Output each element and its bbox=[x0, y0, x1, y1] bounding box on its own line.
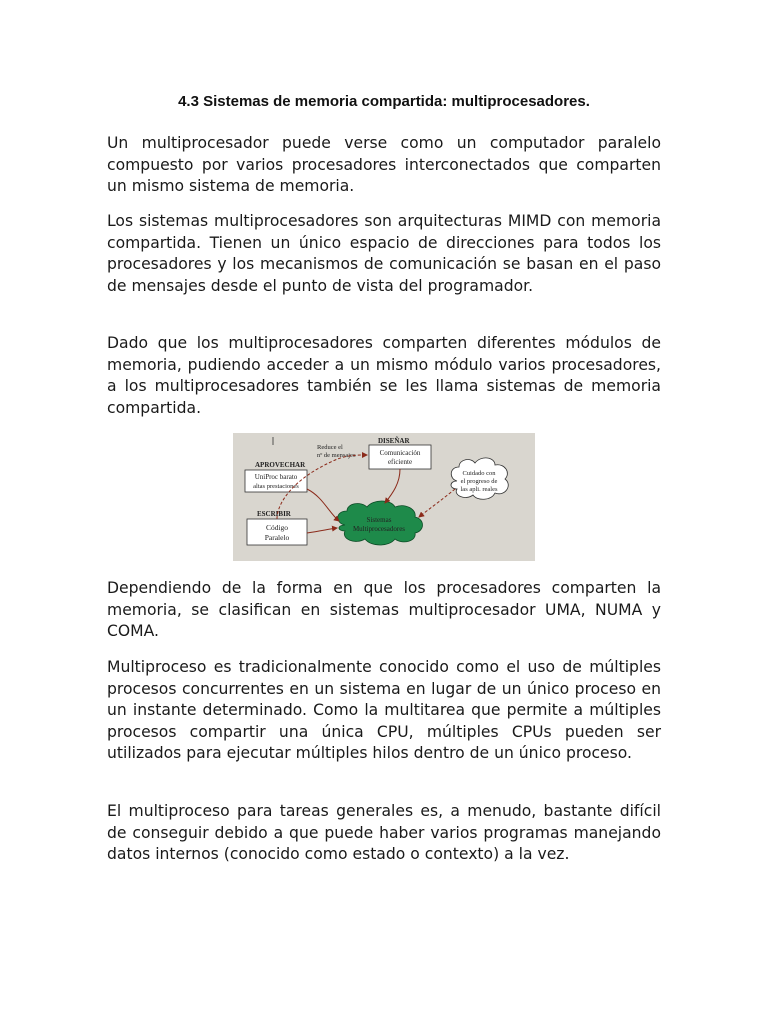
sistemas-text-1: Sistemas bbox=[366, 516, 392, 524]
arrow-cuidado-to-cloud bbox=[419, 489, 455, 517]
codigo-text-1: Código bbox=[265, 523, 289, 532]
sistemas-text-2: Multiprocesadores bbox=[352, 525, 406, 533]
paragraph-4: Dependiendo de la forma en que los procesadores comparten la memoria, se clasifican en sistemas multiprocesador UMA, NUMA y COMA. bbox=[107, 579, 661, 640]
disenar-label: DISEÑAR bbox=[378, 437, 410, 445]
comunicacion-text-1: Comunicación bbox=[379, 449, 421, 457]
escribir-label: ESCRIBIR bbox=[257, 510, 291, 518]
reduce-text-2: nº de mensajes bbox=[317, 452, 356, 459]
paragraph-3: Dado que los multiprocesadores comparten diferentes módulos de memoria, pudiendo acceder a un mismo módulo varios procesadores, a los multiprocesadores también se les llama sistemas de memoria compartida. bbox=[107, 334, 661, 417]
cuidado-text-3: las apli. reales bbox=[460, 486, 498, 493]
aprovechar-label: APROVECHAR bbox=[255, 461, 306, 469]
uniproc-text-2: altas prestaciones bbox=[253, 483, 299, 490]
reduce-text-1: Reduce el bbox=[317, 444, 343, 451]
paragraph-6: El multiproceso para tareas generales es, a menudo, bastante difícil de conseguir debido a que puede haber varios programas manejando datos internos (conocido como estado o contexto) a la vez. bbox=[107, 802, 661, 863]
paragraph-2: Los sistemas multiprocesadores son arquitecturas MIMD con memoria compartida. Tienen un único espacio de direcciones para todos los procesadores y los mecanismos de comunicación se basan en el paso de mensajes desde el punto de vista del programador. bbox=[107, 212, 661, 295]
cuidado-text-1: Cuidado con bbox=[462, 470, 496, 477]
multiprocessor-diagram bbox=[233, 433, 535, 561]
paragraph-5: Multiproceso es tradicionalmente conocido como el uso de múltiples procesos concurrentes en un sistema en lugar de un único proceso en un instante determinado. Como la multitarea que permite a múltiples procesos compartir una única CPU, múltiples CPUs pueden ser utilizados para ejecutar múltiples hilos dentro de un único proceso. bbox=[107, 658, 661, 762]
arrow-uniproc-to-cloud bbox=[307, 489, 339, 521]
cuidado-text-2: el progreso de bbox=[460, 478, 498, 485]
paragraph-1: Un multiprocesador puede verse como un computador paralelo compuesto por varios procesadores interconectados que comparten un mismo sistema de memoria. bbox=[107, 134, 661, 195]
section-title: 4.3 Sistemas de memoria compartida: multiprocesadores. bbox=[178, 93, 590, 110]
arrow-codigo-to-cloud bbox=[307, 528, 337, 533]
codigo-text-2: Paralelo bbox=[264, 533, 290, 542]
uniproc-text-1: UniProc barato bbox=[254, 473, 298, 481]
comunicacion-text-2: eficiente bbox=[387, 458, 413, 466]
arrow-comunicacion-to-cloud bbox=[385, 469, 400, 503]
